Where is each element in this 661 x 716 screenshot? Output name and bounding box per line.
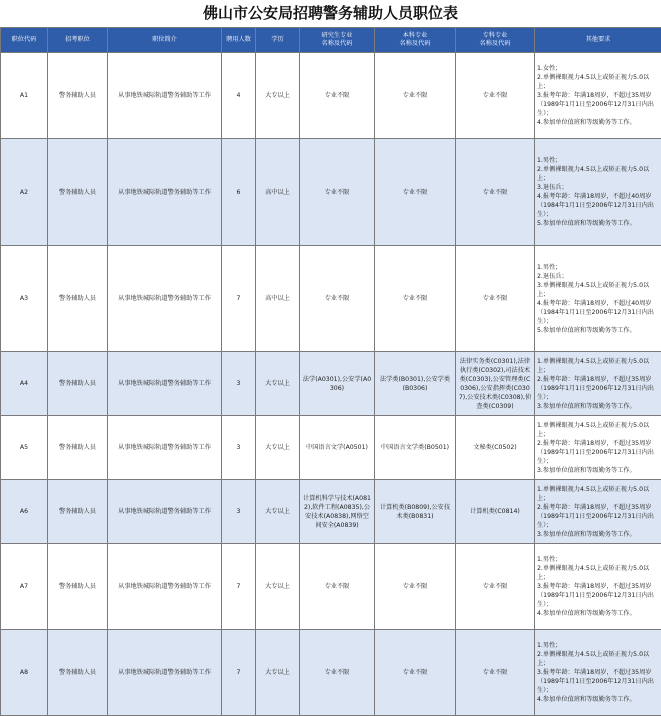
other-requirements-cell xyxy=(535,53,661,139)
graduate-major-cell: 专业不限 xyxy=(300,246,375,352)
position-name-cell: 警务辅助人员 xyxy=(48,246,108,352)
position-intro-cell: 从事地铁城际轨道警务辅助等工作 xyxy=(108,416,222,480)
position-code-cell: A6 xyxy=(1,480,48,544)
position-intro-cell: 从事地铁城际轨道警务辅助等工作 xyxy=(108,246,222,352)
table-row xyxy=(1,246,661,352)
table-row xyxy=(1,139,661,246)
requirement-line: 2.单侧裸眼视力4.5以上或矫正视力5.0以上； xyxy=(537,73,660,91)
position-code-cell: A2 xyxy=(1,139,48,246)
position-code-cell: A5 xyxy=(1,416,48,480)
position-name-cell: 警务辅助人员 xyxy=(48,416,108,480)
header-undergraduate-major: 本科专业 名称及代码 xyxy=(375,28,456,53)
graduate-major-cell: 计算机科学与技术(A0812),软件工程(A0835),公安技术(A0838),网络空间安全(A0839) xyxy=(300,480,375,544)
position-code-cell: A8 xyxy=(1,630,48,716)
other-requirements-cell xyxy=(535,139,661,246)
position-name-cell: 警务辅助人员 xyxy=(48,352,108,416)
position-code-cell: A1 xyxy=(1,53,48,139)
undergraduate-major-cell: 中国语言文学类(B0501) xyxy=(375,416,456,480)
other-requirements-cell xyxy=(535,246,661,352)
requirement-line: 1.男性； xyxy=(537,263,660,272)
junior-college-major-cell: 专业不限 xyxy=(456,139,535,246)
position-code-cell: A7 xyxy=(1,544,48,630)
header-count: 聘用人数 xyxy=(222,28,256,53)
requirement-line: 3.报考年龄：年满18周岁，不超过35周岁（1989年1月1日至2006年12月31日内出生）； xyxy=(537,91,660,118)
education-cell: 大专以上 xyxy=(256,630,300,716)
requirement-line: 3.退伍兵； xyxy=(537,183,660,192)
requirement-line: 3.参加单位值班和等级勤务等工作。 xyxy=(537,466,660,475)
hire-count-cell: 7 xyxy=(222,544,256,630)
header-junior-college-major: 专科专业 名称及代码 xyxy=(456,28,535,53)
junior-college-major-cell: 法律实务类(C0301),法律执行类(C0302),司法技术类(C0303),公安管理类(C0306),公安指挥类(C0307),公安技术类(C0308),侦查类(C0309) xyxy=(456,352,535,416)
table-row xyxy=(1,416,661,480)
undergraduate-major-cell: 专业不限 xyxy=(375,139,456,246)
requirement-line: 2.报考年龄：年满18周岁，不超过35周岁（1989年1月1日至2006年12月31日内出生）； xyxy=(537,375,660,402)
requirement-line: 2.退伍兵； xyxy=(537,272,660,281)
requirement-line: 1.男性； xyxy=(537,641,660,650)
hire-count-cell: 4 xyxy=(222,53,256,139)
table-row xyxy=(1,630,661,716)
junior-college-major-cell: 专业不限 xyxy=(456,246,535,352)
header-row xyxy=(1,28,661,53)
requirement-line: 1.女性； xyxy=(537,64,660,73)
table-row xyxy=(1,352,661,416)
table-row xyxy=(1,544,661,630)
undergraduate-major-cell: 专业不限 xyxy=(375,544,456,630)
requirement-line: 5.参加单位值班和等级勤务等工作。 xyxy=(537,219,660,228)
hire-count-cell: 3 xyxy=(222,416,256,480)
hire-count-cell: 7 xyxy=(222,630,256,716)
graduate-major-cell: 专业不限 xyxy=(300,139,375,246)
header-education: 学历 xyxy=(256,28,300,53)
education-cell: 大专以上 xyxy=(256,544,300,630)
education-cell: 高中以上 xyxy=(256,139,300,246)
requirement-line: 1.单侧裸眼视力4.5以上或矫正视力5.0以上； xyxy=(537,357,660,375)
job-table xyxy=(0,27,661,716)
other-requirements-cell xyxy=(535,352,661,416)
requirement-line: 4.参加单位值班和等级勤务等工作。 xyxy=(537,118,660,127)
graduate-major-cell: 专业不限 xyxy=(300,630,375,716)
other-requirements-cell xyxy=(535,630,661,716)
header-other-requirements: 其他要求 xyxy=(535,28,661,53)
position-intro-cell: 从事地铁城际轨道警务辅助等工作 xyxy=(108,630,222,716)
requirement-line: 3.报考年龄：年满18周岁，不超过35周岁（1989年1月1日至2006年12月31日内出生）； xyxy=(537,582,660,609)
requirement-line: 2.单侧裸眼视力4.5以上或矫正视力5.0以上； xyxy=(537,564,660,582)
other-requirements-cell xyxy=(535,544,661,630)
graduate-major-cell: 法学(A0301),公安学(A0306) xyxy=(300,352,375,416)
requirement-line: 2.报考年龄：年满18周岁，不超过35周岁（1989年1月1日至2006年12月31日内出生）； xyxy=(537,503,660,530)
position-code-cell: A4 xyxy=(1,352,48,416)
hire-count-cell: 7 xyxy=(222,246,256,352)
graduate-major-cell: 专业不限 xyxy=(300,53,375,139)
other-requirements-cell xyxy=(535,480,661,544)
requirement-line: 2.单侧裸眼视力4.5以上或矫正视力5.0以上； xyxy=(537,165,660,183)
junior-college-major-cell: 专业不限 xyxy=(456,544,535,630)
position-intro-cell: 从事地铁城际轨道警务辅助等工作 xyxy=(108,53,222,139)
position-name-cell: 警务辅助人员 xyxy=(48,480,108,544)
position-name-cell: 警务辅助人员 xyxy=(48,544,108,630)
requirement-line: 2.报考年龄：年满18周岁，不超过35周岁（1989年1月1日至2006年12月31日内出生）； xyxy=(537,439,660,466)
education-cell: 大专以上 xyxy=(256,352,300,416)
header-position: 招考职位 xyxy=(48,28,108,53)
requirement-line: 1.单侧裸眼视力4.5以上或矫正视力5.0以上； xyxy=(537,485,660,503)
education-cell: 大专以上 xyxy=(256,53,300,139)
table-body xyxy=(1,53,661,716)
page-title: 佛山市公安局招聘警务辅助人员职位表 xyxy=(0,0,661,27)
position-intro-cell: 从事地铁城际轨道警务辅助等工作 xyxy=(108,480,222,544)
other-requirements-cell xyxy=(535,416,661,480)
hire-count-cell: 3 xyxy=(222,352,256,416)
undergraduate-major-cell: 专业不限 xyxy=(375,246,456,352)
position-intro-cell: 从事地铁城际轨道警务辅助等工作 xyxy=(108,352,222,416)
undergraduate-major-cell: 专业不限 xyxy=(375,630,456,716)
graduate-major-cell: 中国语言文学(A0501) xyxy=(300,416,375,480)
position-code-cell: A3 xyxy=(1,246,48,352)
education-cell: 高中以上 xyxy=(256,246,300,352)
table-row xyxy=(1,53,661,139)
position-name-cell: 警务辅助人员 xyxy=(48,630,108,716)
undergraduate-major-cell: 法学类(B0301),公安学类(B0306) xyxy=(375,352,456,416)
undergraduate-major-cell: 专业不限 xyxy=(375,53,456,139)
junior-college-major-cell: 文秘类(C0502) xyxy=(456,416,535,480)
position-intro-cell: 从事地铁城际轨道警务辅助等工作 xyxy=(108,139,222,246)
position-name-cell: 警务辅助人员 xyxy=(48,53,108,139)
junior-college-major-cell: 专业不限 xyxy=(456,53,535,139)
requirement-line: 4.报考年龄：年满18周岁，不超过40周岁（1984年1月1日至2006年12月31日内出生）； xyxy=(537,299,660,326)
requirement-line: 3.报考年龄：年满18周岁，不超过35周岁（1989年1月1日至2006年12月31日内出生）； xyxy=(537,668,660,695)
junior-college-major-cell: 计算机类(C0814) xyxy=(456,480,535,544)
undergraduate-major-cell: 计算机类(B0809),公安技术类(B0831) xyxy=(375,480,456,544)
requirement-line: 2.单侧裸眼视力4.5以上或矫正视力5.0以上； xyxy=(537,650,660,668)
requirement-line: 3.参加单位值班和等级勤务等工作。 xyxy=(537,530,660,539)
header-code: 职位代码 xyxy=(1,28,48,53)
requirement-line: 4.报考年龄：年满18周岁，不超过40周岁（1984年1月1日至2006年12月31日内出生）； xyxy=(537,192,660,219)
graduate-major-cell: 专业不限 xyxy=(300,544,375,630)
requirement-line: 1.单侧裸眼视力4.5以上或矫正视力5.0以上； xyxy=(537,421,660,439)
education-cell: 大专以上 xyxy=(256,480,300,544)
hire-count-cell: 3 xyxy=(222,480,256,544)
position-intro-cell: 从事地铁城际轨道警务辅助等工作 xyxy=(108,544,222,630)
requirement-line: 3.参加单位值班和等级勤务等工作。 xyxy=(537,402,660,411)
education-cell: 大专以上 xyxy=(256,416,300,480)
requirement-line: 1.男性； xyxy=(537,555,660,564)
requirement-line: 5.参加单位值班和等级勤务等工作。 xyxy=(537,326,660,335)
hire-count-cell: 6 xyxy=(222,139,256,246)
header-intro: 职位简介 xyxy=(108,28,222,53)
header-graduate-major: 研究生专业 名称及代码 xyxy=(300,28,375,53)
junior-college-major-cell: 专业不限 xyxy=(456,630,535,716)
requirement-line: 4.参加单位值班和等级勤务等工作。 xyxy=(537,609,660,618)
position-name-cell: 警务辅助人员 xyxy=(48,139,108,246)
requirement-line: 1.男性； xyxy=(537,156,660,165)
requirement-line: 3.单侧裸眼视力4.5以上或矫正视力5.0以上； xyxy=(537,281,660,299)
requirement-line: 4.参加单位值班和等级勤务等工作。 xyxy=(537,695,660,704)
table-row xyxy=(1,480,661,544)
